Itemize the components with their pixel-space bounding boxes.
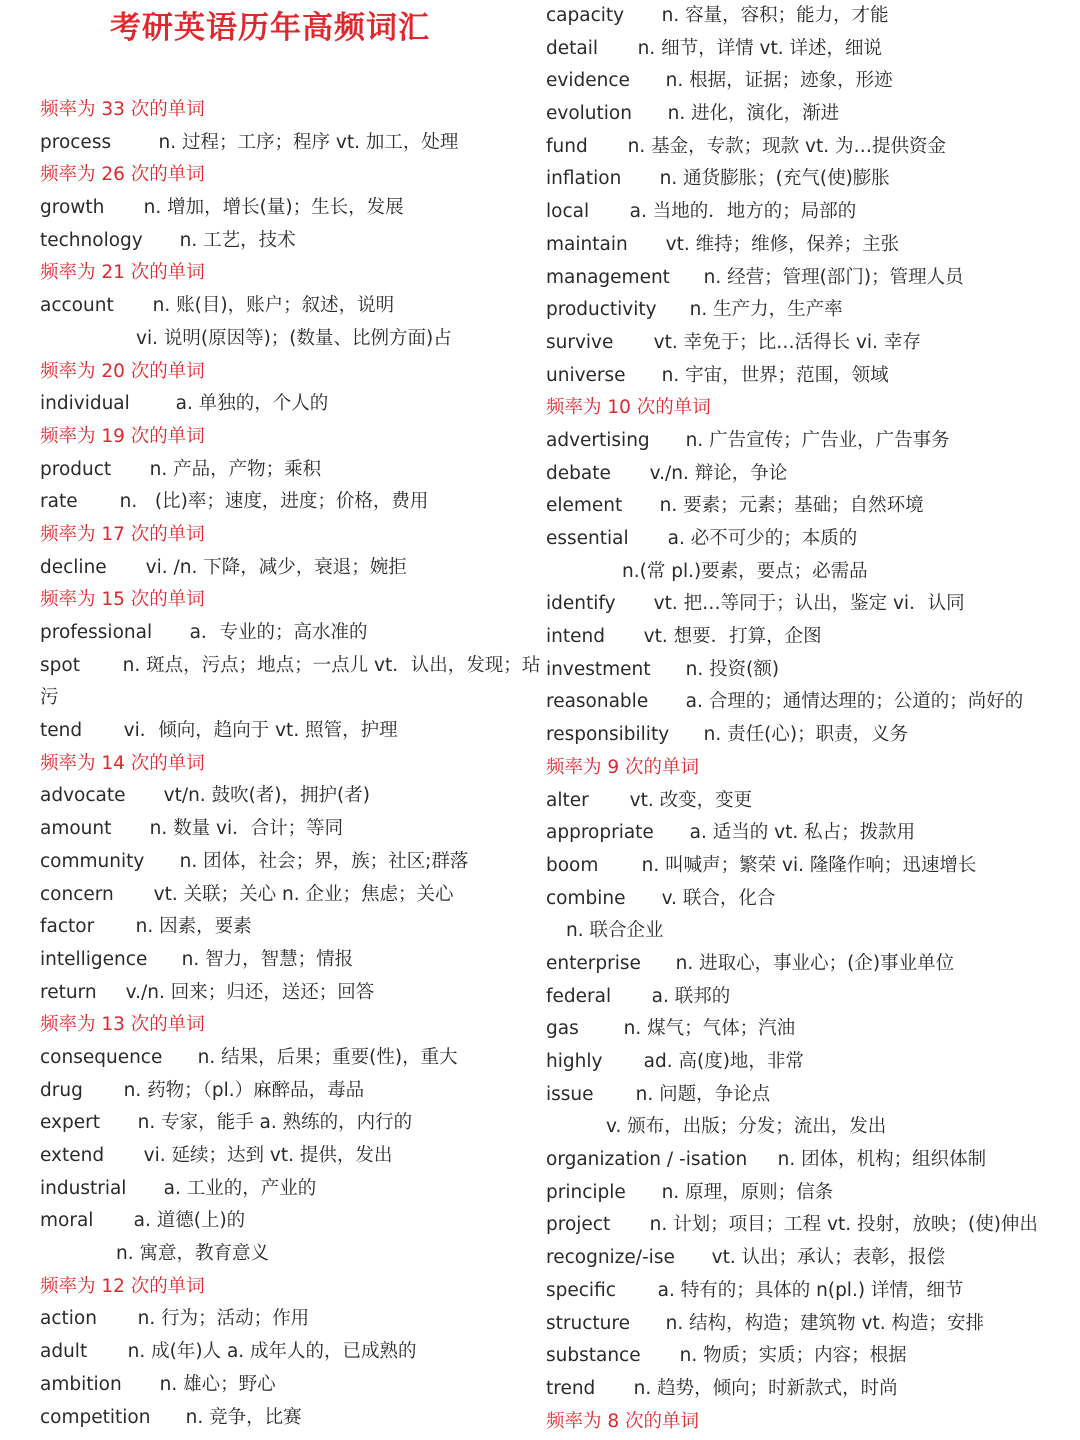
vocab-definition: a. 特有的；具体的 n(pl.) 详情，细节 (640, 1279, 964, 1301)
vocab-word: structure (546, 1312, 630, 1334)
vocab-definition: n. 产品，产物；乘积 (132, 458, 322, 480)
vocab-entry (546, 883, 1066, 916)
vocab-word: management (546, 266, 670, 288)
vocab-word: highly (546, 1051, 603, 1072)
definition-continuation: n. 寓意，教育意义 (116, 1243, 269, 1265)
vocab-word: professional (40, 622, 153, 643)
vocab-entry (546, 523, 1066, 556)
vocab-word: identify (546, 593, 616, 615)
vocab-entry (40, 1042, 530, 1075)
vocab-definition: vt. 幸免于；比…活得长 vi. 幸存 (636, 331, 921, 353)
vocab-entry (40, 1140, 530, 1173)
vocab-word: factor (40, 916, 95, 938)
vocab-definition: a. 道德(上)的 (116, 1210, 246, 1232)
vocab-word: individual (40, 393, 130, 415)
vocab-entry (546, 654, 1066, 687)
vocab-entry (546, 1340, 1066, 1373)
vocab-word: spot (40, 654, 80, 676)
vocab-entry (40, 454, 530, 487)
vocab-word: technology (40, 229, 143, 251)
vocab-definition: vt. 维持；维修，保养；主张 (648, 233, 900, 255)
vocab-definition: n. 容量，容积；能力，才能 (644, 5, 889, 26)
vocab-definition: a. 当地的．地方的；局部的 (612, 201, 857, 223)
vocab-word: principle (546, 1181, 626, 1203)
vocab-definition: n. 物质；实质；内容；根据 (662, 1345, 907, 1367)
vocab-definition: n. 煤气；气体；汽油 (606, 1018, 796, 1040)
vocab-word: investment (546, 658, 651, 680)
vocab-definition: vi. ∕n. 下降，减少，衰退；婉拒 (128, 556, 407, 578)
vocab-word: boom (546, 854, 599, 876)
vocab-word: alter (546, 789, 589, 811)
vocab-word: reasonable (546, 691, 649, 713)
page-title: 考研英语历年高频词汇 (110, 10, 430, 46)
vocab-entry (40, 1402, 530, 1435)
vocab-word: debate (546, 462, 611, 484)
vocab-entry (546, 1013, 1066, 1046)
vocab-definition: vt. 把…等同于；认出，鉴定 vi．认同 (636, 593, 965, 615)
vocab-definition: n. 通货膨胀；(充气(使)膨胀 (642, 168, 890, 190)
vocab-definition: n. 生产力，生产率 (672, 299, 843, 321)
vocab-entry (40, 846, 530, 879)
vocab-word: tend (40, 720, 83, 742)
vocab-entry (40, 977, 530, 1010)
vocab-entry (546, 817, 1066, 850)
vocab-definition: n. 过程；工序；程序 vt. 加工，处理 (135, 131, 459, 153)
vocab-entry (546, 1177, 1066, 1210)
vocab-definition: vt. 想要．打算，企图 (626, 626, 822, 648)
vocab-word: fund (546, 135, 588, 157)
vocab-word: productivity (546, 299, 657, 321)
vocab-entry (40, 1205, 530, 1238)
frequency-heading: 频率为 12 次的单词 (40, 1275, 205, 1297)
vocab-entry (546, 33, 1066, 66)
vocab-entry (546, 686, 1066, 719)
vocab-word: issue (546, 1083, 594, 1105)
vocab-entry (40, 879, 530, 912)
vocab-definition: n. 问题，争论点 (618, 1083, 771, 1105)
vocab-entry (546, 981, 1066, 1014)
vocab-definition: n. 趋势，倾向；时新款式，时尚 (616, 1377, 898, 1399)
vocab-word: decline (40, 556, 107, 578)
vocab-definition: a. 联邦的 (634, 985, 731, 1007)
vocab-word: enterprise (546, 952, 641, 974)
vocab-entry (40, 715, 530, 748)
vocab-definition: v. 联合，化合 (644, 887, 776, 909)
vocab-entry (546, 0, 1066, 33)
vocab-definition: n. 结构，构造；建筑物 vt. 构造；安排 (648, 1312, 984, 1334)
vocab-entry (546, 1308, 1066, 1341)
vocab-word: process (40, 131, 112, 153)
vocab-entry (40, 192, 530, 225)
definition-continuation: v. 颁布，出版；分发；流出，发出 (606, 1116, 887, 1138)
vocab-definition: a. 必不可少的；本质的 (650, 528, 858, 549)
vocab-word: evolution (546, 103, 632, 125)
vocab-word: advertising (546, 429, 650, 451)
vocab-definition: n. 行为；活动；作用 (120, 1308, 310, 1330)
vocab-word: appropriate (546, 822, 654, 844)
vocab-entry (40, 1303, 530, 1336)
vocab-definition: n. 广告宣传；广告业，广告事务 (668, 429, 950, 451)
vocab-definition: n. 投资(额) (668, 658, 780, 680)
vocab-word: local (546, 201, 590, 223)
vocab-word: gas (546, 1018, 579, 1040)
vocab-word: inflation (546, 168, 622, 190)
vocab-definition: n. 细节，详情 vt. 详述，细说 (620, 37, 882, 59)
frequency-heading: 频率为 14 次的单词 (40, 752, 205, 774)
vocab-word: drug (40, 1079, 83, 1101)
vocab-definition: n. 根据，证据；迹象，形迹 (648, 70, 893, 92)
vocab-definition: a. 单独的，个人的 (158, 393, 329, 415)
vocab-definition: n. 进取心，事业心；(企)事业单位 (658, 952, 955, 974)
vocab-entry (40, 617, 530, 650)
vocab-definition: n. 责任(心)；职责，义务 (686, 724, 909, 746)
vocab-definition: n. 团体，机构；组织体制 (760, 1149, 987, 1171)
frequency-heading: 频率为 17 次的单词 (40, 523, 205, 545)
vocab-entry (546, 490, 1066, 523)
vocab-word: industrial (40, 1177, 127, 1199)
vocab-definition: n. 结果，后果；重要(性)，重大 (180, 1046, 458, 1068)
vocab-word: project (546, 1214, 611, 1236)
vocab-entry (546, 621, 1066, 654)
vocab-definition: n. 基金，专款；现款 vt. 为…提供资金 (610, 135, 946, 157)
vocab-entry (546, 850, 1066, 883)
vocab-word: intend (546, 626, 605, 648)
vocab-entry (546, 163, 1066, 196)
vocab-definition: n. 计划；项目；工程 vt. 投射，放映；(使)伸出 (632, 1214, 1038, 1236)
frequency-heading: 频率为 15 次的单词 (40, 589, 205, 611)
vocab-definition: a. 适当的 vt. 私占；拨款用 (672, 822, 916, 844)
vocab-word: adult (40, 1341, 88, 1363)
frequency-heading: 频率为 26 次的单词 (40, 164, 205, 186)
vocab-definition: vt. 改变，变更 (612, 789, 753, 811)
vocab-definition: vi. 延续；达到 vt. 提供，发出 (126, 1145, 393, 1166)
vocab-entry (546, 1209, 1066, 1242)
vocab-word: consequence (40, 1046, 163, 1068)
vocab-entry (546, 1046, 1066, 1079)
vocab-word: growth (40, 197, 105, 219)
vocab-definition: n. (比)率；速度，进度；价格，费用 (102, 491, 429, 513)
vocab-word: concern (40, 883, 114, 905)
vocab-definition: a．专业的；高水准的 (172, 622, 368, 643)
vocab-definition: v./n. 辩论，争论 (632, 462, 788, 484)
vocab-definition: a. 工业的，产业的 (146, 1177, 317, 1199)
vocab-word: detail (546, 37, 598, 59)
vocab-word: combine (546, 887, 626, 909)
vocab-entry (40, 911, 530, 944)
vocab-definition: n. 药物；（pl.）麻醉品，毒品 (106, 1079, 365, 1101)
vocab-definition: n. 经营；管理(部门)；管理人员 (686, 266, 964, 288)
definition-continuation: 污 (40, 687, 59, 709)
vocab-definition: n. 智力，智慧；情报 (164, 948, 354, 970)
vocab-definition: vt/n. 鼓吹(者)，拥护(者) (146, 785, 370, 807)
vocab-entry (40, 486, 530, 519)
vocab-word: account (40, 295, 114, 317)
vocab-word: rate (40, 491, 78, 513)
vocab-entry (546, 196, 1066, 229)
vocab-definition: n. 竞争，比赛 (168, 1406, 302, 1428)
vocab-word: specific (546, 1279, 616, 1301)
vocab-word: trend (546, 1377, 596, 1399)
frequency-heading: 频率为 19 次的单词 (40, 425, 205, 447)
vocab-word: recognize/-ise (546, 1247, 675, 1269)
vocab-word: advocate (40, 785, 126, 807)
vocab-definition: n. 原理，原则；信条 (644, 1181, 834, 1203)
frequency-heading: 频率为 9 次的单词 (546, 756, 700, 778)
vocab-entry (546, 98, 1066, 131)
vocab-entry (40, 290, 530, 323)
definition-continuation: n.(常 pl.)要素，要点；必需品 (622, 560, 868, 582)
vocab-definition: ad. 高(度)地，非常 (626, 1051, 804, 1072)
frequency-heading: 频率为 20 次的单词 (40, 360, 205, 382)
vocab-entry (40, 388, 530, 421)
vocab-definition: n. 宇宙，世界；范围，领域 (644, 364, 889, 386)
vocab-definition: n. 要素；元素；基础；自然环境 (642, 495, 924, 517)
vocab-entry (40, 1075, 530, 1108)
vocab-word: amount (40, 818, 112, 840)
vocab-definition: n. 因素，要素 (118, 916, 252, 938)
vocab-definition: n. 进化，演化，渐进 (650, 103, 840, 125)
vocab-definition: n. 专家，能手 a. 熟练的，内行的 (120, 1112, 413, 1134)
vocab-word: ambition (40, 1373, 122, 1395)
vocab-entry (546, 262, 1066, 295)
vocab-word: survive (546, 331, 614, 353)
vocab-entry (40, 552, 530, 585)
vocab-word: action (40, 1308, 97, 1330)
frequency-heading: 频率为 13 次的单词 (40, 1014, 205, 1036)
vocab-entry (40, 944, 530, 977)
vocab-word: responsibility (546, 724, 670, 746)
vocab-definition: vt. 认出；承认；表彰，报偿 (694, 1247, 946, 1269)
vocab-word: return (40, 981, 97, 1003)
vocab-definition: n. 斑点，污点；地点；一点儿 vt．认出，发现；玷 (105, 654, 541, 676)
vocab-entry (546, 425, 1066, 458)
vocab-entry (40, 780, 530, 813)
vocab-word: expert (40, 1112, 100, 1134)
vocab-word: capacity (546, 5, 625, 26)
vocab-entry (546, 1275, 1066, 1308)
vocab-word: federal (546, 985, 612, 1007)
left-column (40, 94, 541, 1434)
vocab-word: organization / -isation (546, 1149, 748, 1171)
vocab-entry (546, 131, 1066, 164)
vocab-definition: vi．倾向，趋向于 vt. 照管，护理 (106, 720, 398, 742)
vocab-entry (546, 294, 1066, 327)
vocab-entry (40, 1173, 530, 1206)
vocab-entry (546, 1079, 1066, 1112)
vocab-entry (40, 813, 530, 846)
vocab-definition: v./n. 回来；归还，送还；回答 (108, 981, 375, 1003)
vocab-entry (40, 225, 530, 258)
right-column (546, 0, 1066, 1438)
vocab-word: universe (546, 364, 626, 386)
vocab-definition: vt. 关联；关心 n. 企业；焦虑；关心 (136, 883, 454, 905)
vocab-entry (546, 588, 1066, 621)
vocab-entry (40, 1107, 530, 1140)
vocab-entry (40, 650, 541, 683)
vocab-entry (546, 948, 1066, 981)
vocab-entry (546, 1242, 1066, 1275)
vocab-word: community (40, 850, 145, 872)
vocab-entry (40, 127, 530, 160)
vocab-word: substance (546, 1345, 641, 1367)
vocab-definition: a. 合理的；通情达理的；公道的；尚好的 (668, 691, 1024, 713)
vocab-word: evidence (546, 70, 630, 92)
vocab-word: moral (40, 1210, 94, 1232)
vocab-entry (546, 65, 1066, 98)
vocab-definition: n. 成(年)人 a. 成年人的，已成熟的 (110, 1341, 417, 1363)
definition-continuation: n. 联合企业 (566, 920, 664, 942)
vocab-entry (546, 229, 1066, 262)
frequency-heading: 频率为 8 次的单词 (546, 1410, 700, 1432)
vocab-entry (546, 327, 1066, 360)
vocab-definition: n. 数量 vi．合计；等同 (132, 818, 344, 840)
vocab-definition: n. 增加，增长(量)；生长，发展 (126, 197, 404, 219)
vocab-definition: n. 工艺，技术 (162, 229, 296, 251)
frequency-heading: 频率为 33 次的单词 (40, 99, 205, 120)
vocab-definition: n. 叫喊声；繁荣 vi. 隆隆作响；迅速增长 (624, 854, 977, 876)
vocab-definition: n. 团体，社会；界，族；社区;群落 (162, 850, 469, 872)
vocab-word: intelligence (40, 948, 148, 970)
vocab-word: product (40, 458, 112, 480)
vocab-entry (546, 719, 1066, 752)
definition-continuation: vi. 说明(原因等)；(数量、比例方面)占 (136, 327, 452, 349)
vocab-entry (40, 1336, 530, 1369)
vocab-entry (546, 785, 1066, 818)
vocab-word: extend (40, 1145, 105, 1166)
vocab-entry (546, 458, 1066, 491)
frequency-heading: 频率为 10 次的单词 (546, 397, 711, 419)
vocab-word: essential (546, 528, 629, 549)
vocab-entry (546, 360, 1066, 393)
vocab-entry (546, 1373, 1066, 1406)
vocab-word: maintain (546, 233, 628, 255)
vocab-word: element (546, 495, 623, 517)
vocab-word: competition (40, 1406, 151, 1428)
vocab-entry (40, 1369, 530, 1402)
vocab-definition: n. 账(目)，账户；叙述，说明 (135, 295, 395, 317)
vocab-definition: n. 雄心；野心 (142, 1373, 276, 1395)
vocab-entry (546, 1144, 1066, 1177)
frequency-heading: 频率为 21 次的单词 (40, 262, 205, 284)
